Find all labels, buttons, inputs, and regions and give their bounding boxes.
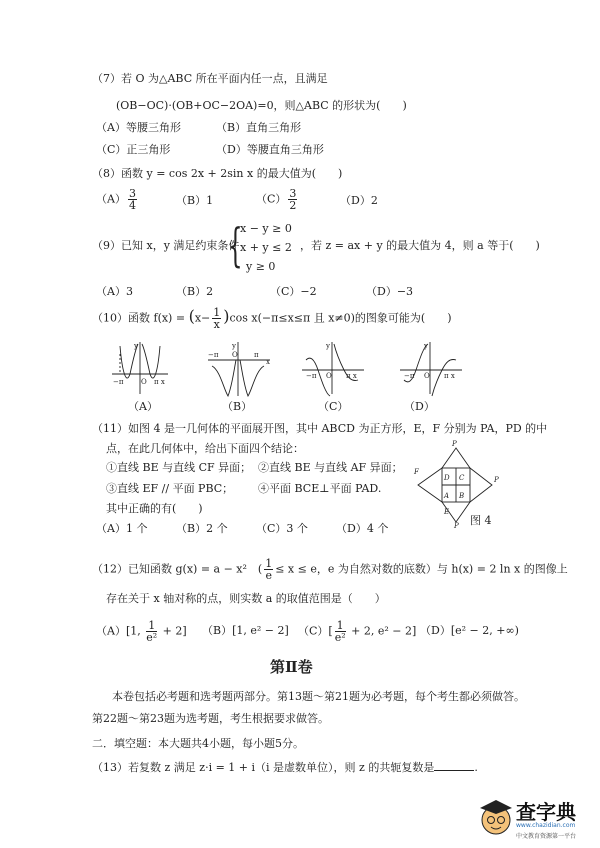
q10-stem: （10）函数 f(x) = (x− $\frac{1}{x}$ )cos x(−π≤x≤π 且 x≠0)的图象可能为( ) bbox=[92, 306, 452, 331]
q10-label-c: （C） bbox=[318, 400, 349, 413]
constraint-2: x + y ≤ 2 bbox=[240, 241, 292, 254]
q11-option-a: （A）1 个 bbox=[96, 522, 148, 535]
graph-a bbox=[112, 342, 168, 394]
q11-statement-3: ③直线 EF // 平面 PBC； bbox=[106, 482, 234, 495]
constraint-1: x − y ≥ 0 bbox=[240, 222, 292, 235]
figure-4-label: 图 4 bbox=[470, 514, 492, 527]
q8-option-b: （B）1 bbox=[176, 194, 214, 207]
q12-line1: （12）已知函数 g(x) = a − x² ( $\frac{1}{e}$ ≤ x ≤ e，e 为自然对数的底数）与 h(x) = 2 ln x 的图像上 bbox=[92, 557, 568, 582]
svg-text:C: C bbox=[459, 474, 465, 482]
fraction: $\frac{1}{\text{e²}}$ bbox=[146, 619, 158, 644]
svg-text:O: O bbox=[141, 378, 147, 386]
q11-option-d: （D）4 个 bbox=[336, 522, 389, 535]
logo-text: 查字典 bbox=[516, 800, 576, 824]
q11-statement-4: ④平面 BCE⊥平面 PAD. bbox=[258, 482, 382, 495]
q12-option-a: （A）[1, $\frac{1}{\text{e²}}$ + 2] bbox=[96, 619, 187, 644]
q11-line1: （11）如图 4 是一几何体的平面展开图，其中 ABCD 为正方形，E，F 分别为 PA，PD 的中 bbox=[92, 422, 548, 435]
svg-text:−π: −π bbox=[306, 372, 317, 380]
q9-option-c: （C）−2 bbox=[270, 285, 317, 298]
q8-stem: （8）函数 y = cos 2x + 2sin x 的最大值为( ) bbox=[92, 167, 343, 180]
q7-option-d: （D）等腰直角三角形 bbox=[216, 143, 324, 156]
svg-text:−π: −π bbox=[404, 372, 415, 380]
part-2-intro-2: 第22题～第23题为选考题，考生根据要求做答。 bbox=[92, 712, 329, 725]
q11-line2: 点，在此几何体中，给出下面四个结论： bbox=[106, 442, 304, 455]
brace: { bbox=[228, 218, 243, 272]
svg-text:P: P bbox=[494, 476, 499, 484]
q11-statement-1: ①直线 BE 与直线 CF 异面； bbox=[106, 461, 252, 474]
q12-line2: 存在关于 x 轴对称的点，则实数 a 的取值范围是（ ） bbox=[106, 592, 386, 605]
logo-url: www.chazidian.com bbox=[516, 822, 576, 829]
chazidian-logo bbox=[478, 794, 588, 844]
q9-stem-pre: （9）已知 x，y 满足约束条件 bbox=[92, 239, 240, 252]
q7-expression: (OB−OC)·(OB+OC−2OA)=0，则△ABC 的形状为( ) bbox=[116, 99, 407, 112]
svg-text:π: π bbox=[254, 351, 259, 359]
section-heading: 二．填空题：本大题共4小题，每小题5分。 bbox=[92, 737, 304, 750]
answer-blank bbox=[434, 760, 474, 771]
svg-text:y: y bbox=[424, 342, 428, 350]
constraint-system bbox=[240, 219, 292, 276]
svg-text:E: E bbox=[444, 508, 450, 516]
fraction: $\frac{1}{e}$ bbox=[265, 557, 273, 582]
q11-line5: 其中正确的有( ) bbox=[106, 502, 203, 515]
q7-stem: （7）若 O 为△ABC 所在平面内任一点，且满足 bbox=[92, 72, 328, 85]
q9-stem-post: ，若 z = ax + y 的最大值为 4，则 a 等于( ) bbox=[300, 239, 540, 252]
fraction: $\frac{3}{4}$ bbox=[128, 187, 136, 212]
q8-option-c: （C） $\frac{3}{2}$ bbox=[256, 187, 297, 212]
q8-option-d: （D）2 bbox=[340, 194, 378, 207]
q7-option-b: （B）直角三角形 bbox=[216, 121, 302, 134]
q10-label-d: （D） bbox=[404, 400, 435, 413]
svg-text:O: O bbox=[424, 372, 430, 380]
svg-text:P: P bbox=[452, 440, 457, 448]
svg-text:π x: π x bbox=[444, 372, 455, 380]
q11-option-c: （C）3 个 bbox=[256, 522, 308, 535]
svg-text:F: F bbox=[414, 468, 419, 476]
svg-text:A: A bbox=[444, 492, 450, 500]
svg-text:P: P bbox=[454, 522, 459, 530]
q8-option-a: （A） $\frac{3}{4}$ bbox=[96, 187, 136, 212]
part-2-intro-1: 本卷包括必考题和选考题两部分。第13题～第21题为必考题，每个考生都必须做答。 bbox=[112, 690, 525, 703]
q12-option-c: （C）[ $\frac{1}{\text{e²}}$ + 2, e² − 2] bbox=[298, 619, 417, 644]
constraint-3: y ≥ 0 bbox=[246, 260, 276, 273]
svg-text:O: O bbox=[232, 351, 238, 359]
svg-text:O: O bbox=[326, 372, 332, 380]
fraction: $\frac{1}{\text{e²}}$ bbox=[334, 619, 346, 644]
logo-tagline: 中文教育资源第一平台 bbox=[516, 833, 577, 840]
svg-text:B: B bbox=[459, 492, 465, 500]
graph-c bbox=[302, 342, 364, 396]
svg-text:y: y bbox=[232, 342, 236, 350]
q12-option-d: （D）[e² − 2, +∞) bbox=[420, 624, 519, 637]
q10-graphs bbox=[108, 340, 468, 400]
q11-option-b: （B）2 个 bbox=[176, 522, 228, 535]
q10-label-a: （A） bbox=[128, 400, 158, 413]
svg-text:π x: π x bbox=[154, 378, 165, 386]
q9-option-b: （B）2 bbox=[176, 285, 214, 298]
svg-text:D: D bbox=[444, 474, 450, 482]
q10-label-b: （B） bbox=[222, 400, 253, 413]
graph-d bbox=[400, 342, 462, 396]
q9-option-a: （A）3 bbox=[96, 285, 133, 298]
svg-text:y: y bbox=[326, 342, 330, 350]
svg-text:−π: −π bbox=[208, 351, 219, 359]
fraction: $\frac{3}{2}$ bbox=[289, 187, 297, 212]
svg-text:x: x bbox=[266, 358, 270, 366]
q9-option-d: （D）−3 bbox=[366, 285, 414, 298]
q11-statement-2: ②直线 BE 与直线 AF 异面； bbox=[258, 461, 403, 474]
q7-option-a: （A）等腰三角形 bbox=[96, 121, 181, 134]
svg-text:y: y bbox=[134, 342, 138, 350]
q12-option-b: （B）[1, e² − 2] bbox=[202, 624, 289, 637]
fraction: $\frac{1}{x}$ bbox=[213, 306, 221, 331]
svg-text:−π: −π bbox=[113, 378, 124, 386]
q13: （13）若复数 z 满足 z·i = 1 + i（i 是虚数单位），则 z 的共轭复数是 . bbox=[92, 761, 478, 774]
part-2-title: 第Ⅱ卷 bbox=[270, 658, 313, 676]
svg-text:π x: π x bbox=[346, 372, 357, 380]
q7-option-c: （C）正三角形 bbox=[96, 143, 171, 156]
